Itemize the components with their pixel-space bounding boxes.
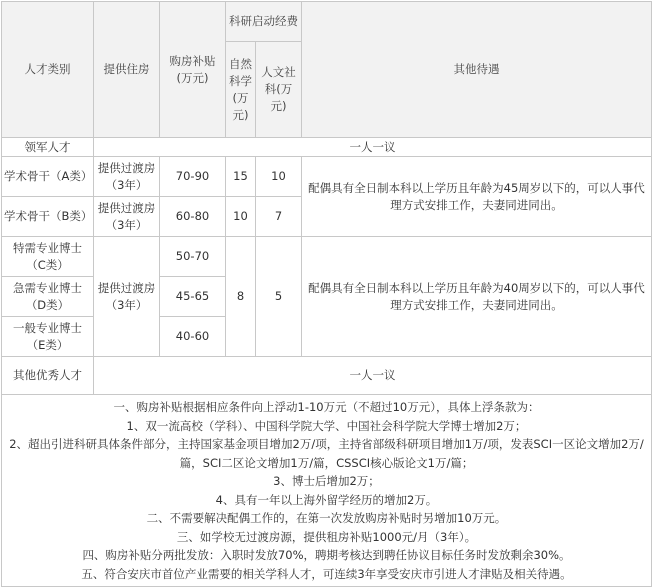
header-talent-type: 人才类别 [2, 2, 94, 138]
cell-a-housing: 提供过渡房（3年） [94, 157, 160, 197]
cell-b-housing: 提供过渡房（3年） [94, 197, 160, 237]
cell-cde-natural: 8 [226, 237, 256, 357]
note-5: 五、符合安庆市首位产业需要的相关学科人才，可连续3年享受安庆市引进人才津贴及相关待遇。 [81, 566, 572, 581]
cell-d-subsidy: 45-65 [160, 277, 226, 317]
talent-policy-table [1, 1, 652, 587]
note-2: 二、不需要解决配偶工作的，在第一次发放购房补贴时另增加10万元。 [146, 511, 507, 525]
header-subsidy: 购房补贴(万元) [160, 2, 226, 138]
header-humanities: 人文社科(万元) [256, 42, 302, 138]
header-research-fund: 科研启动经费 [226, 2, 302, 42]
cell-b-natural: 10 [226, 197, 256, 237]
header-other-benefits: 其他待遇 [302, 2, 652, 138]
note-4: 四、购房补贴分两批发放：入职时发放70%，聘期考核达到聘任协议目标任务时发放剩余30%。 [82, 548, 571, 562]
cell-ab-other: 配偶具有全日制本科以上学历且年龄为45周岁以下的，可以人事代理方式安排工作，夫妻同进同出。 [302, 157, 652, 237]
row-leading-talent [2, 138, 652, 157]
note-1-4: 4、具有一年以上海外留学经历的增加2万。 [215, 492, 438, 507]
cell-b-humanities: 7 [256, 197, 302, 237]
notes-row [2, 395, 652, 587]
note-1: 一、购房补贴根据相应条件向上浮动1-10万元（不超过10万元），具体上浮条款为： [113, 400, 540, 414]
notes-cell [2, 395, 652, 587]
header-natural-science: 自然科学(万元) [226, 42, 256, 138]
note-1-3: 3、博士后增加2万； [273, 474, 380, 488]
note-1-2: 2、超出引进科研具体条件部分，主持国家基金项目增加2万/项，主持省部级科研项目增加1万/项，发表SCI一区论文增加2万/篇，SCI二区论文增加1万/篇，CSSCI核心版论文1万/篇； [9, 437, 644, 470]
cell-cde-housing: 提供过渡房（3年） [94, 237, 160, 357]
cell-d-type: 急需专业博士（D类） [2, 277, 94, 317]
cell-e-subsidy: 40-60 [160, 317, 226, 357]
header-housing: 提供住房 [94, 2, 160, 138]
row-c [2, 237, 652, 277]
cell-b-subsidy: 60-80 [160, 197, 226, 237]
cell-excellent-merged: 一人一议 [94, 357, 652, 395]
cell-a-natural: 15 [226, 157, 256, 197]
cell-cde-other: 配偶具有全日制本科以上学历且年龄为40周岁以下的，可以人事代理方式安排工作，夫妻同进同出。 [302, 237, 652, 357]
cell-leading-type: 领军人才 [2, 138, 94, 157]
cell-leading-merged: 一人一议 [94, 138, 652, 157]
row-other-excellent [2, 357, 652, 395]
cell-c-subsidy: 50-70 [160, 237, 226, 277]
cell-cde-humanities: 5 [256, 237, 302, 357]
cell-c-type: 特需专业博士（C类） [2, 237, 94, 277]
cell-a-type: 学术骨干（A类） [2, 157, 94, 197]
note-3: 三、如学校无过渡房源，提供租房补贴1000元/月（3年）。 [176, 529, 477, 544]
row-a [2, 157, 652, 197]
cell-b-type: 学术骨干（B类） [2, 197, 94, 237]
note-1-1: 1、双一流高校（学科）、中国科学院大学、中国社会科学院大学博士增加2万； [126, 418, 527, 433]
cell-e-type: 一般专业博士（E类） [2, 317, 94, 357]
cell-a-humanities: 10 [256, 157, 302, 197]
header-row-1 [2, 2, 652, 42]
cell-a-subsidy: 70-90 [160, 157, 226, 197]
cell-excellent-type: 其他优秀人才 [2, 357, 94, 395]
